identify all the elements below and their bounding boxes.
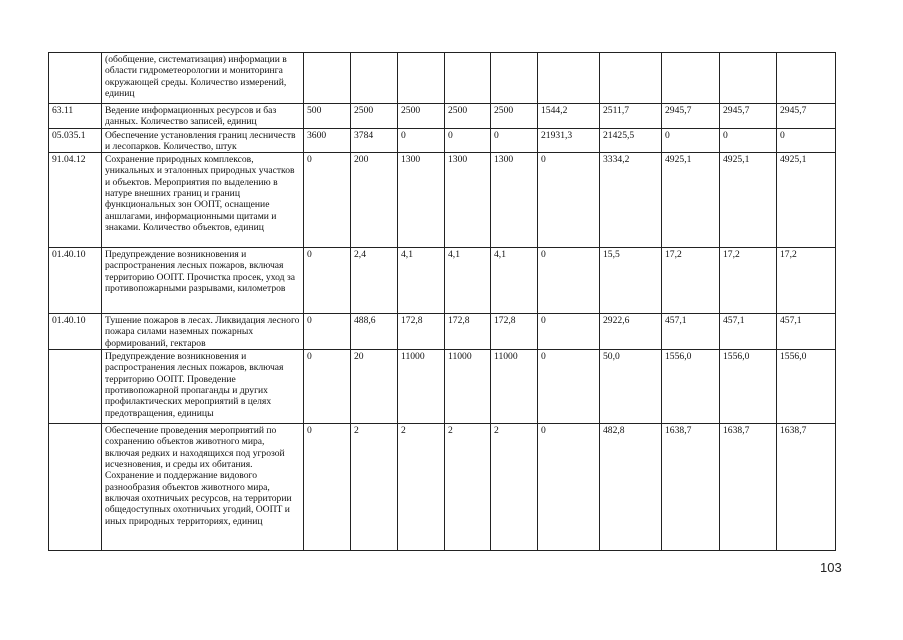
value-cell: 0 (491, 128, 538, 153)
value-cell: 2511,7 (600, 104, 662, 129)
row-code (49, 350, 102, 424)
value-cell: 3334,2 (600, 153, 662, 248)
value-cell (538, 53, 600, 104)
value-cell: 2922,6 (600, 314, 662, 350)
value-cell: 0 (662, 128, 720, 153)
value-cell: 21931,3 (538, 128, 600, 153)
value-cell: 0 (720, 128, 777, 153)
value-cell: 3784 (351, 128, 398, 153)
value-cell: 11000 (398, 350, 445, 424)
value-cell: 457,1 (662, 314, 720, 350)
value-cell: 2 (491, 424, 538, 551)
row-description: Сохранение природных комплексов, уникальных и эталонных природных участков и объектов. Мероприятия по выделению в натуре внешних границ и границ функциональных зон ООПТ, оснащение аншлагами, информационными щитами и знаками. Количество объектов, единиц (102, 153, 304, 248)
value-cell: 488,6 (351, 314, 398, 350)
value-cell: 482,8 (600, 424, 662, 551)
value-cell: 15,5 (600, 248, 662, 314)
indicator-table (48, 52, 836, 551)
value-cell: 1638,7 (662, 424, 720, 551)
row-code (49, 53, 102, 104)
value-cell (720, 53, 777, 104)
value-cell: 1300 (491, 153, 538, 248)
value-cell: 1638,7 (777, 424, 836, 551)
value-cell: 0 (538, 350, 600, 424)
value-cell: 17,2 (720, 248, 777, 314)
value-cell (600, 53, 662, 104)
value-cell: 172,8 (491, 314, 538, 350)
value-cell: 2500 (491, 104, 538, 129)
value-cell: 4,1 (445, 248, 491, 314)
row-description: (обобщение, систематизация) информации в области гидрометеорологии и мониторинга окружающей среды. Количество измерений, единиц (102, 53, 304, 104)
value-cell: 1544,2 (538, 104, 600, 129)
row-code: 91.04.12 (49, 153, 102, 248)
row-description: Тушение пожаров в лесах. Ликвидация лесного пожара силами наземных пожарных формирований, гектаров (102, 314, 304, 350)
row-code: 01.40.10 (49, 314, 102, 350)
value-cell: 0 (538, 153, 600, 248)
value-cell: 1300 (445, 153, 491, 248)
value-cell: 1556,0 (720, 350, 777, 424)
value-cell: 21425,5 (600, 128, 662, 153)
row-description: Обеспечение установления границ лесничеств и лесопарков. Количество, штук (102, 128, 304, 153)
value-cell: 2 (445, 424, 491, 551)
row-code: 01.40.10 (49, 248, 102, 314)
value-cell: 1300 (398, 153, 445, 248)
value-cell: 172,8 (398, 314, 445, 350)
value-cell: 0 (304, 350, 351, 424)
value-cell (491, 53, 538, 104)
value-cell: 2500 (445, 104, 491, 129)
value-cell: 3600 (304, 128, 351, 153)
value-cell: 4925,1 (662, 153, 720, 248)
value-cell: 0 (398, 128, 445, 153)
value-cell: 2 (351, 424, 398, 551)
table-row (49, 248, 836, 314)
value-cell: 0 (304, 314, 351, 350)
value-cell: 457,1 (720, 314, 777, 350)
value-cell: 0 (304, 153, 351, 248)
value-cell (398, 53, 445, 104)
value-cell (777, 53, 836, 104)
value-cell: 11000 (491, 350, 538, 424)
value-cell: 4,1 (398, 248, 445, 314)
value-cell: 0 (538, 314, 600, 350)
value-cell (351, 53, 398, 104)
value-cell: 2500 (398, 104, 445, 129)
value-cell: 1556,0 (662, 350, 720, 424)
value-cell: 172,8 (445, 314, 491, 350)
row-code: 63.11 (49, 104, 102, 129)
row-code: 05.035.1 (49, 128, 102, 153)
value-cell: 20 (351, 350, 398, 424)
value-cell: 0 (304, 248, 351, 314)
value-cell: 457,1 (777, 314, 836, 350)
row-description: Предупреждение возникновения и распространения лесных пожаров, включая территорию ООПТ. Проведение противопожарной пропаганды и других профилактических мероприятий в целях предотвращения, единицы (102, 350, 304, 424)
row-description: Ведение информационных ресурсов и баз данных. Количество записей, единиц (102, 104, 304, 129)
value-cell: 2945,7 (662, 104, 720, 129)
value-cell (304, 53, 351, 104)
row-description: Обеспечение проведения мероприятий по сохранению объектов животного мира, включая редких и находящихся под угрозой исчезновения, и среды их обитания. Сохранение и поддержание видового разнообразия объектов животного мира, включая охотничьих ресурсов, на территории общедоступных охотничьих угодий, ООПТ и иных природных территориях, единиц (102, 424, 304, 551)
value-cell (445, 53, 491, 104)
value-cell (662, 53, 720, 104)
row-code (49, 424, 102, 551)
value-cell: 0 (304, 424, 351, 551)
value-cell: 50,0 (600, 350, 662, 424)
value-cell: 0 (445, 128, 491, 153)
value-cell: 0 (777, 128, 836, 153)
table-row (49, 153, 836, 248)
value-cell: 11000 (445, 350, 491, 424)
table-row (49, 314, 836, 350)
table-row (49, 350, 836, 424)
value-cell: 0 (538, 424, 600, 551)
page-number: 103 (820, 560, 842, 575)
table-body (49, 53, 836, 551)
table-row (49, 104, 836, 129)
value-cell: 2,4 (351, 248, 398, 314)
value-cell: 2945,7 (720, 104, 777, 129)
value-cell: 4,1 (491, 248, 538, 314)
value-cell: 17,2 (662, 248, 720, 314)
value-cell: 4925,1 (720, 153, 777, 248)
value-cell: 4925,1 (777, 153, 836, 248)
value-cell: 0 (538, 248, 600, 314)
value-cell: 2 (398, 424, 445, 551)
table-row (49, 424, 836, 551)
value-cell: 1556,0 (777, 350, 836, 424)
row-description: Предупреждение возникновения и распространения лесных пожаров, включая территорию ООПТ. Прочистка просек, уход за противопожарными разрывами, километров (102, 248, 304, 314)
table-row (49, 128, 836, 153)
value-cell: 1638,7 (720, 424, 777, 551)
value-cell: 2945,7 (777, 104, 836, 129)
value-cell: 500 (304, 104, 351, 129)
value-cell: 2500 (351, 104, 398, 129)
table-row (49, 53, 836, 104)
value-cell: 17,2 (777, 248, 836, 314)
value-cell: 200 (351, 153, 398, 248)
